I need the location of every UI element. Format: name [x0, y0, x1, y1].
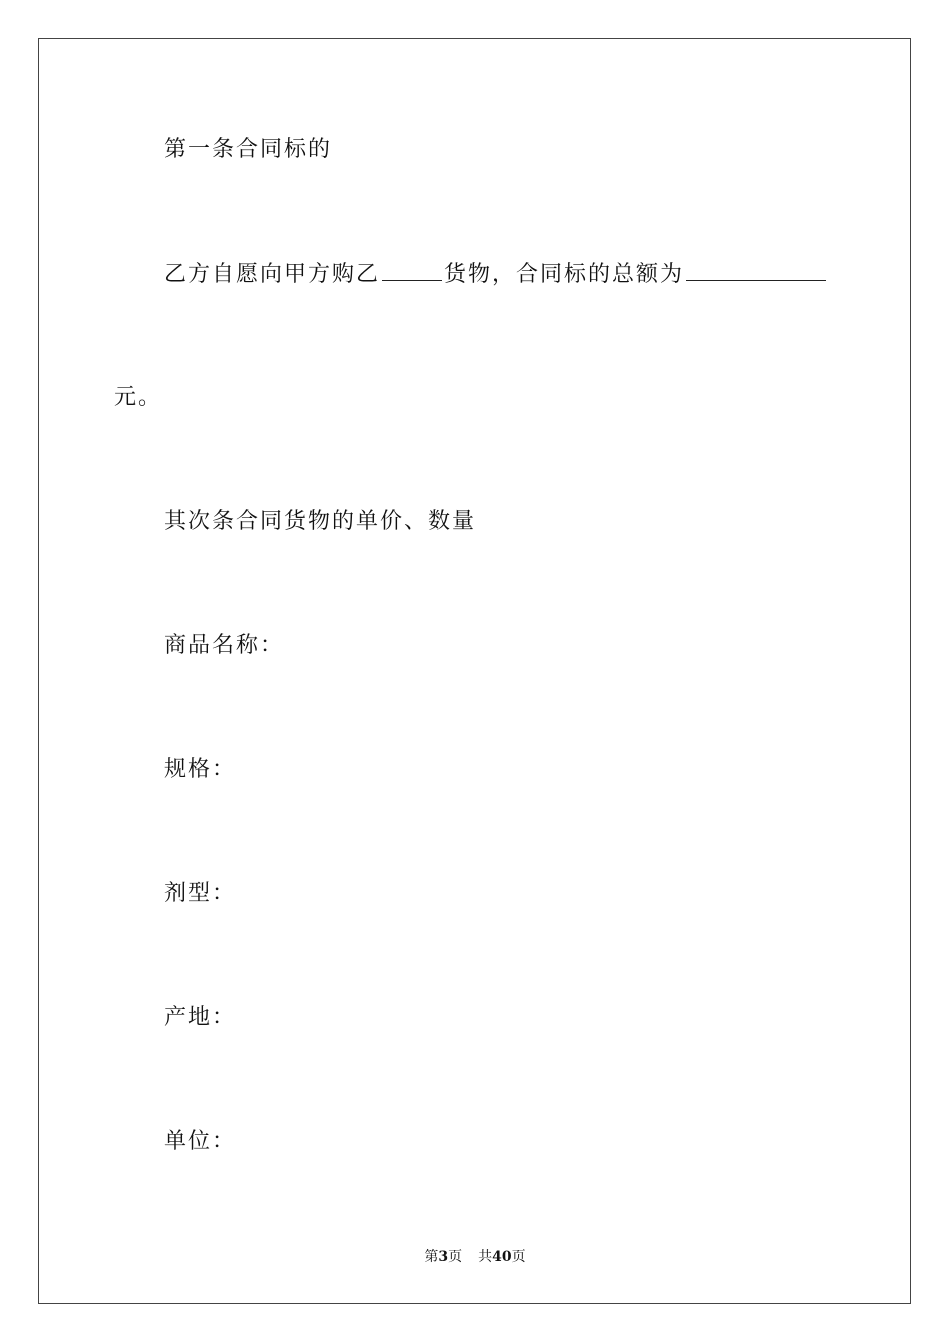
origin-field: 产地： [164, 1005, 237, 1030]
total-prefix: 共 [478, 1249, 493, 1265]
total-pages: 40 [492, 1249, 512, 1265]
article-1-heading: 第一条合同标的 [164, 137, 333, 162]
goods-blank [382, 260, 442, 281]
page-prefix: 第 [424, 1249, 439, 1265]
specification-field: 规格： [164, 757, 237, 782]
total-suffix: 页 [511, 1249, 526, 1265]
article-1-body-part-a: 乙方自愿向甲方购乙 [164, 262, 381, 287]
article-1-body [164, 260, 826, 289]
page-suffix: 页 [448, 1249, 463, 1265]
page-footer [0, 1248, 950, 1266]
page-border [38, 38, 911, 1304]
article-1-body-continued: 元。 [114, 385, 163, 410]
product-name-field: 商品名称： [164, 633, 285, 658]
article-1-body-part-b: 货物，合同标的总额为 [444, 262, 685, 287]
article-2-heading: 其次条合同货物的单价、数量 [164, 509, 477, 534]
amount-blank [686, 260, 826, 281]
dosage-form-field: 剂型： [164, 881, 237, 906]
unit-field: 单位： [164, 1129, 237, 1154]
page-number: 3 [438, 1249, 449, 1265]
